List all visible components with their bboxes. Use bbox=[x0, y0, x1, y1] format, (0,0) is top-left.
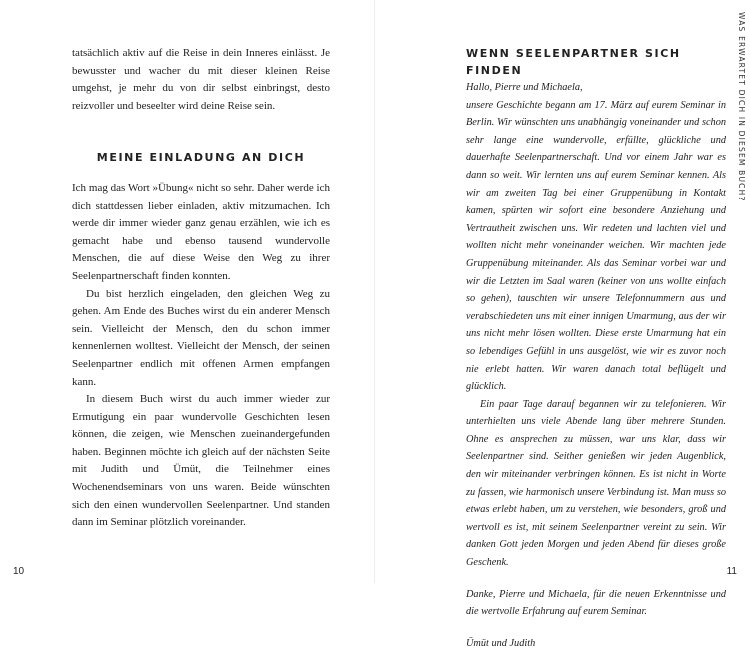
right-page bbox=[375, 0, 750, 649]
letter-paragraph: unsere Geschichte begann am 17. März auf eurem Seminar in Berlin. Wir wünschten uns unabhängig voneinander und schon sehr lange eine wundervolle, erfüllte, glückliche und dauerhafte Seelenpartnerschaft. Und vor einem Jahr war es dann so weit. Wir lernten uns auf eurem Seminar kennen. Als wir am zweiten Tag bei einer Gruppenübung in Kontakt kamen, spürten wir sofort eine besondere Anziehung und Vertrautheit zwischen uns. Wir redeten und lachten viel und wollten nicht mehr voneinander weichen. Wir machten jede Gruppenübung miteinander. Als das Seminar vorbei war und wir die Letzten im Saal waren (keiner von uns wollte einfach so gehen), tauschten wir unsere Telefonnummern aus und verabschiedeten uns mit einer innigen Umarmung, aus der wir uns nicht mehr lösen wollten. Diese erste Umarmung hat ein so lebendiges Gefühl in uns ausgelöst, wie wir es zuvor noch nie erlebt hatten. Wir waren danach total beflügelt und glücklich. bbox=[466, 99, 726, 393]
letter-thanks: Danke, Pierre und Michaela, für die neuen Erkenntnisse und die wertvolle Erfahrung auf eurem Seminar. bbox=[466, 588, 726, 618]
page-number-right: 11 bbox=[726, 566, 737, 577]
continuation-paragraph: tatsächlich aktiv auf die Reise in dein Inneres einlässt. Je bewusster und wacher du mit dieser kleinen Reise umgehst, je mehr du von dir selbst einbringst, desto reizvoller und beseelter wird deine Reise sein. bbox=[72, 47, 330, 112]
letter-paragraph: Ein paar Tage darauf begannen wir zu telefonieren. Wir unterhielten uns viele Abende lang über mehrere Stunden. Ohne es ansprechen zu müssen, war uns klar, dass wir Seelenpartner sind. Seither genießen wir jeden Augenblick, den wir miteinander verbringen können. Es ist nicht in Worte zu fassen, wie harmonisch unsere Verbindung ist. Man muss so etwas erlebt haben, um zu verstehen, wie besonders, groß und wertvoll es ist, mit seinem Seelenpartner vereint zu sein. Wir danken Gott jeden Morgen und jeden Abend für dieses große Geschenk. bbox=[466, 398, 726, 569]
page-number-left: 10 bbox=[13, 566, 25, 577]
letter-greeting: Hallo, Pierre und Michaela, bbox=[466, 82, 583, 93]
body-paragraph: Du bist herzlich eingeladen, den gleichen Weg zu gehen. Am Ende des Buches wirst du ein anderer Mensch sein. Vielleicht der Mensch, den du schon immer kennenlernen wolltest. Vielleicht der Mensch, der seinen Seelenpartner endlich mit offenen Armen empfangen kann. bbox=[72, 287, 330, 388]
running-head: WAS ERWARTET DICH IN DIESEM BUCH? bbox=[737, 12, 746, 202]
body-paragraph: Ich mag das Wort »Übung« nicht so sehr. Daher werde ich dich stattdessen lieber einladen, aktiv mitzumachen. Ich werde dir immer wieder ganz genau erzählen, wie ich es gemacht habe und ebenso tausend wundervolle Menschen, die auf diese Weise den Weg zu ihrer Seelenpartnerschaft finden konnten. bbox=[72, 181, 330, 282]
section-heading: MEINE EINLADUNG AN DICH bbox=[96, 151, 306, 165]
letter-signature: Ümüt und Judith bbox=[466, 637, 536, 649]
story-heading: WENN SEELENPARTNER SICH FINDEN bbox=[466, 47, 681, 77]
body-paragraph: In diesem Buch wirst du auch immer wieder zur Ermutigung ein paar wundervolle Geschichten lesen können, die zeigen, wie Menschen zueinandergefunden haben. Beginnen möchte ich gleich auf der nächsten Seite mit Judith und Ümüt, die Teilnehmer eines Wochenendseminars von uns waren. Beide wünschten sich den einen wundervollen Seelenpartner. Und standen dann im Seminar plötzlich voreinander. bbox=[72, 393, 330, 529]
left-text-column bbox=[72, 45, 330, 532]
left-page bbox=[0, 0, 375, 583]
letter bbox=[466, 79, 726, 652]
right-text-column bbox=[466, 45, 726, 652]
